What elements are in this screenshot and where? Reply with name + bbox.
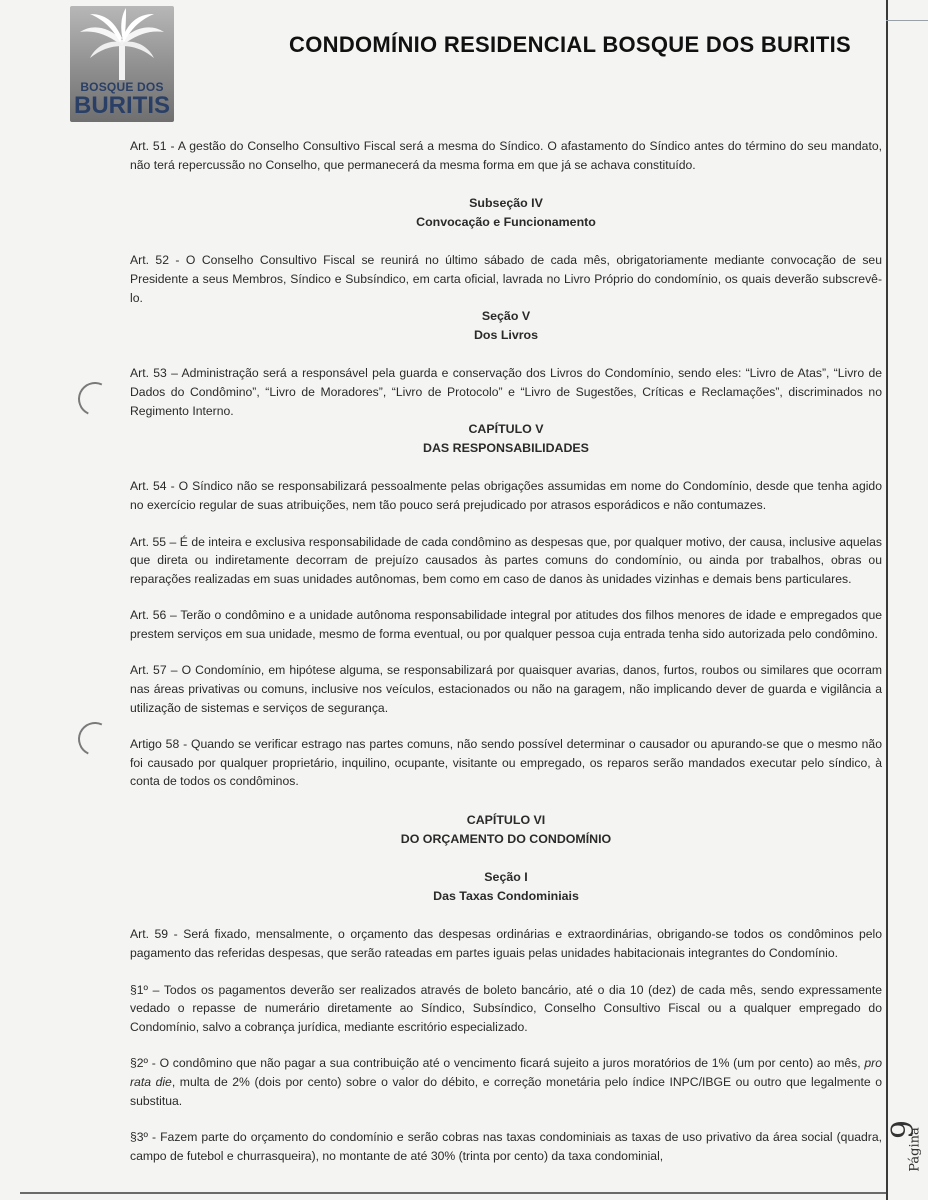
logo-text-small: BOSQUE DOS <box>80 80 164 94</box>
paragraph-2-text-a: §2º - O condômino que não pagar a sua contribuição até o vencimento ficará sujeito a juros moratórios de 1% (um por cento) ao mês, <box>130 1056 861 1071</box>
article-51: Art. 51 - A gestão do Conselho Consultivo Fiscal será a mesma do Síndico. O afastamento do Síndico antes do término do seu mandato, não terá repercussão no Conselho, que permanecerá da mesma forma em que já se achava constituído. <box>130 139 882 172</box>
paragraph-3: §3º - Fazem parte do orçamento do condomínio e serão cobras nas taxas condominiais as taxas de uso privativo da área social (quadra, campo de futebol e churrasqueira), no montante de até 30% (trinta por cento) da taxa condominial, <box>130 1130 882 1163</box>
paragraph-2-latin: pro rata die <box>130 1056 883 1089</box>
heading-capitulo-vi: CAPÍTULO VI <box>466 813 546 828</box>
binder-hole <box>73 717 117 761</box>
right-margin-rule <box>886 0 888 1200</box>
heading-orcamento: DO ORÇAMENTO DO CONDOMÍNIO <box>400 831 612 846</box>
heading-taxas-condominiais: Das Taxas Condominiais <box>433 888 579 903</box>
heading-convocacao: Convocação e Funcionamento <box>416 214 596 229</box>
condominium-logo <box>70 6 174 122</box>
heading-capitulo-v: CAPÍTULO V <box>468 422 544 437</box>
heading-responsabilidades: DAS RESPONSABILIDADES <box>423 440 589 455</box>
article-57: Art. 57 – O Condomínio, em hipótese alguma, se responsabilizará por quaisquer avarias, danos, furtos, roubos ou similares que ocorram nas áreas privativas ou comuns, inclusive nos veículos, estacionados ou não na garagem, não implicando dever de guarda e vigilância a utilização de sistemas e serviços de segurança. <box>130 663 882 715</box>
article-55: Art. 55 – É de inteira e exclusiva responsabilidade de cada condômino as despesas que, por qualquer motivo, der causa, inclusive aquelas que direta ou indiretamente decorram de prejuízo causados às partes comuns do condomínio, ou ainda por trabalhos, obras ou reparações realizadas em suas unidades autônomas, bem como em caso de danos às unidades vizinhas e demais bens particulares. <box>130 534 882 586</box>
article-58: Artigo 58 - Quando se verificar estrago nas partes comuns, não sendo possível determinar o causador ou apurando-se que o mesmo não foi causado por qualquer proprietário, inquilino, ocupante, visitante ou empregado, os reparos serão mandados executar pelo síndico, à conta de todos os condôminos. <box>130 737 882 789</box>
top-right-rule <box>886 20 928 21</box>
page-number-value: 9 <box>886 1119 922 1140</box>
article-59: Art. 59 - Será fixado, mensalmente, o orçamento das despesas ordinárias e extraordinárias, obrigando-se todos os condôminos pelo pagamento das referidas despesas, que serão rateadas em partes iguais pelas unidades habitacionais integrantes do Condomínio. <box>130 927 882 960</box>
page-number <box>886 1120 928 1190</box>
heading-dos-livros: Dos Livros <box>473 327 539 342</box>
article-56: Art. 56 – Terão o condômino e a unidade autônoma responsabilidade integral por atitudes dos filhos menores de idade e empregados que prestem serviços em sua unidade, mesmo de forma eventual, ou por qualquer pessoa cuja entrada tenha sido autorizada pelo condômino. <box>130 608 882 641</box>
heading-subsecao-iv: Subseção IV <box>469 196 543 211</box>
document-title: CONDOMÍNIO RESIDENCIAL BOSQUE DOS BURITIS <box>289 32 851 57</box>
binder-hole <box>73 377 117 421</box>
article-53: Art. 53 – Administração será a responsável pela guarda e conservação dos Livros do Condomínio, sendo eles: “Livro de Atas”, “Livro de Dados do Condômino”, “Livro de Moradores”, “Livro de Protocolo” e “Livro de Sugestões, Críticas e Reclamações”, discriminados no Regimento Interno. <box>130 366 882 418</box>
paragraph-1: §1º – Todos os pagamentos deverão ser realizados através de boleto bancário, até o dia 10 (dez) de cada mês, sendo expressamente vedado o repasse de numerário diretamente ao Síndico, Subsíndico, Conselho Consultivo Fiscal ou a qualquer empregado do Condomínio, salvo a cobrança jurídica, mediante escritório especializado. <box>130 982 882 1034</box>
bottom-rule <box>20 1192 886 1194</box>
document-body <box>130 137 882 1165</box>
heading-secao-i: Seção I <box>484 870 528 885</box>
logo-text-big: BURITIS <box>74 92 170 119</box>
paragraph-2 <box>130 1054 882 1110</box>
article-54: Art. 54 - O Síndico não se responsabilizará pessoalmente pelas obrigações assumidas em nome do Condomínio, desde que tenha agido no exercício regular de suas atribuições, nem tão pouco será prejudicado por atrasos esporádicos e não contumazes. <box>130 479 882 512</box>
paragraph-2-text-b: , multa de 2% (dois por cento) sobre o valor do débito, e correção monetária pelo índice INPC/IBGE ou outro que legalmente o substitua. <box>130 1074 882 1108</box>
article-52: Art. 52 - O Conselho Consultivo Fiscal se reunirá no último sábado de cada mês, obrigatoriamente mediante convocação de seu Presidente a seus Membros, Síndico e Subsíndico, em carta oficial, lavrada no Livro Próprio do condomínio, os quais deverão subscrevê-lo. <box>130 253 882 305</box>
heading-secao-v: Seção V <box>481 309 531 324</box>
page-label: Página <box>907 1127 923 1172</box>
